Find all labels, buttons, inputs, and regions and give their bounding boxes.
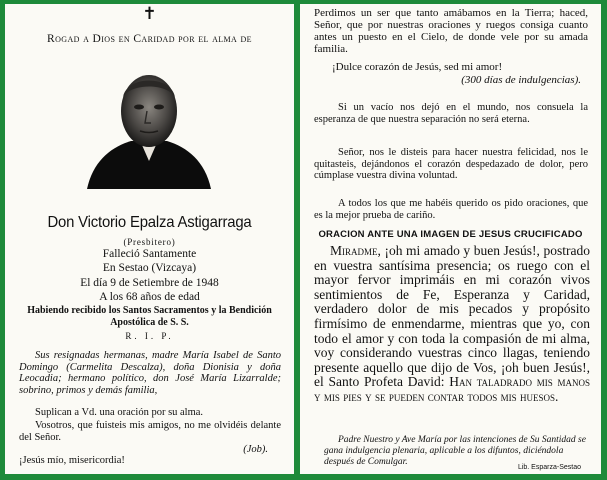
cross-icon: ✝ — [142, 4, 157, 23]
prayer-paragraph — [314, 244, 590, 405]
recordatorio-left-card — [5, 4, 294, 474]
title-presbitero: (Presbitero) — [123, 237, 176, 247]
vosotros-paragraph: Vosotros, que fuisteis mis amigos, no me olvidéis delante del Señor. — [19, 420, 281, 443]
prayer-body: , ¡oh mi amado y buen Jesús!, postrado en vuestra santísima presencia; os ruego con el mayor fervor imprimáis en mi corazón vivos sentimientos de Fe, Esperanza y Caridad, verdadero dolor de mis pecados y propósito firmísimo de enmendarme, mientras que yo, con todo el amor y con toda la compasión de mi alma, voy considerando vuestras cinco llagas, teniendo presente aquello que dijo de Vos, ¡oh buen Jesús!, el Santo Profeta David: — [314, 243, 590, 390]
oracion-title: ORACION ANTE UNA IMAGEN DE JESUS CRUCIFICADO — [318, 229, 583, 240]
paragraph-a-todos: A todos los que me habéis querido os pido oraciones, que es la mejor prueba de cariño. — [314, 198, 588, 221]
fallecio-line: Falleció Santamente — [102, 248, 197, 260]
paragraph-perdimos: Perdimos un ser que tanto amábamos en la Tierra; haced, Señor, que por nuestras oraciones y ruegos consiga cuanto antes un puesto en el Cielo, de donde vele por su amada familia. — [314, 7, 588, 55]
indulgencias-line: (300 días de indulgencias). — [461, 74, 581, 86]
sacramentos-line: Habiendo recibido los Santos Sacramentos y la Bendición Apostólica de S. S. — [27, 305, 272, 328]
padre-nuestro-note: Padre Nuestro y Ave María por las intenciones de Su Santidad se gana indulgencia plenaria, aplicable a los difuntos, diciéndola después de Comulgar. — [324, 435, 586, 467]
intro-line: Rogad a Dios en Caridad por el alma de — [47, 33, 252, 45]
deceased-name: Don Victorio Epalza Astigarraga — [47, 214, 252, 231]
date-line: El día 9 de Setiembre de 1948 — [80, 277, 219, 289]
printer-imprint: Lib. Esparza-Sestao — [517, 464, 581, 471]
place-line: En Sestao (Vizcaya) — [102, 262, 197, 274]
suplican-line: Suplican a Vd. una oración por su alma. — [35, 407, 204, 418]
paragraph-senor: Señor, nos le disteis para hacer nuestra felicidad, nos le quitasteis, dejándonos el corazón despedazado de dolor, pero cúmplase vuestra divina voluntad. — [314, 147, 588, 181]
job-citation: (Job). — [243, 444, 268, 455]
priest-portrait — [87, 61, 211, 189]
rip-line: R. I. P. — [125, 331, 174, 341]
prayer-quote: Han taladrado mis manos y mis pies y se pueden contar todos mis huesos. — [314, 374, 590, 404]
dulce-corazon-line: ¡Dulce corazón de Jesús, sed mi amor! — [332, 61, 503, 73]
recordatorio-right-card — [300, 4, 601, 474]
family-paragraph: Sus resignadas hermanas, madre María Isabel de Santo Domingo (Carmelita Descalza), doña Dionisia y doña Leocadia; hermano político, don José María Lizarralde; sobrino, primos y demás familia, — [19, 350, 281, 396]
paragraph-vacio: Si un vacío nos dejó en el mundo, nos consuela la esperanza de que nuestra separación no será eterna. — [314, 102, 588, 125]
age-line: A los 68 años de edad — [99, 291, 200, 303]
prayer-start-word: Miradme — [330, 243, 378, 258]
jaculatoria-line: ¡Jesús mío, misericordia! — [19, 455, 125, 466]
